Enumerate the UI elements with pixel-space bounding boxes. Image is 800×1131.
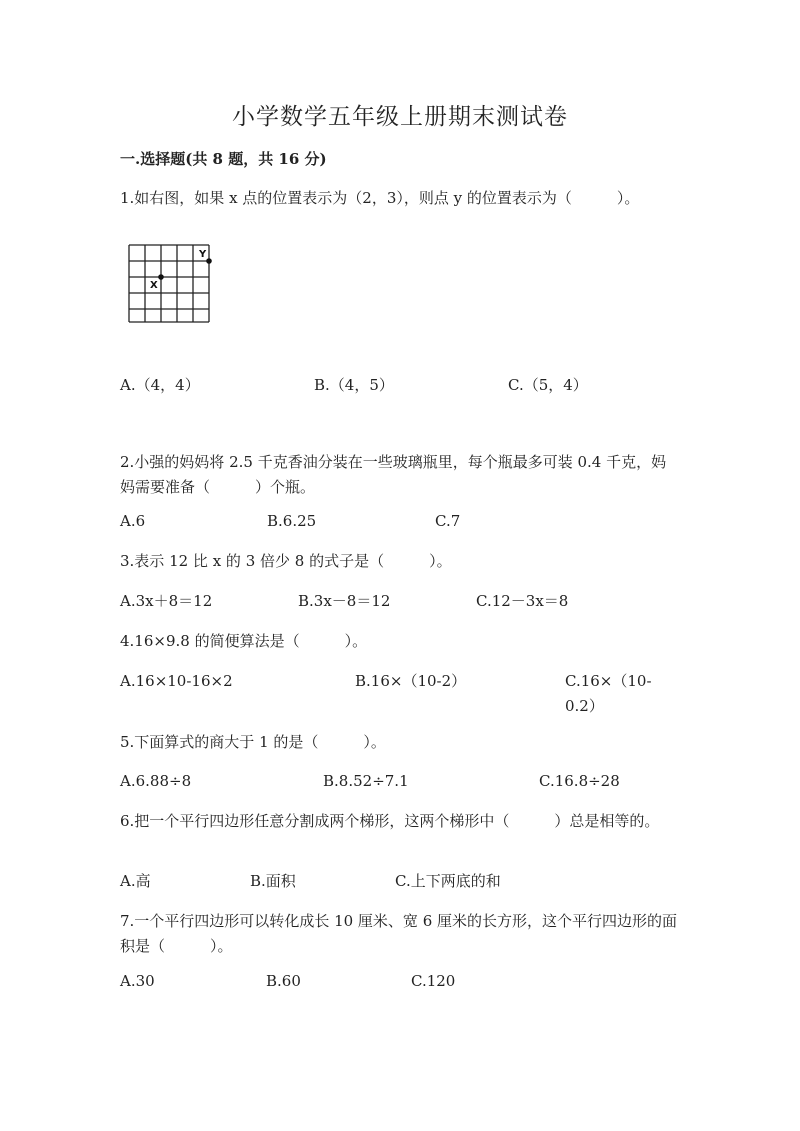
point-y xyxy=(206,258,212,264)
question-2-options xyxy=(120,509,680,534)
option-b[interactable]: B.6.25 xyxy=(267,512,317,530)
question-5-text: 5.下面算式的商大于 1 的是（ ）。 xyxy=(120,733,386,751)
point-y-label: Y xyxy=(199,249,207,260)
question-4-text: 4.16×9.8 的简便算法是（ ）。 xyxy=(120,632,368,650)
option-c[interactable]: C.120 xyxy=(411,972,456,990)
point-x xyxy=(158,274,164,280)
option-c[interactable]: C.（5，4） xyxy=(508,376,588,394)
option-b[interactable]: B.60 xyxy=(266,972,301,990)
option-a[interactable]: A.（4，4） xyxy=(120,376,200,394)
question-1-options xyxy=(120,373,680,398)
option-a[interactable]: A.3x＋8＝12 xyxy=(120,592,213,610)
question-1-text: 1.如右图，如果 x 点的位置表示为（2，3），则点 y 的位置表示为（ ）。 xyxy=(120,189,640,207)
coordinate-grid-figure xyxy=(124,240,216,330)
question-3-options xyxy=(120,589,680,614)
question-2-text: 2.小强的妈妈将 2.5 千克香油分装在一些玻璃瓶里，每个瓶最多可装 0.4 千克，妈妈需要准备（ ）个瓶。 xyxy=(120,453,667,496)
question-6-text: 6.把一个平行四边形任意分割成两个梯形，这两个梯形中（ ）总是相等的。 xyxy=(120,812,660,830)
option-a[interactable]: A.6.88÷8 xyxy=(120,772,192,790)
question-5-options xyxy=(120,769,680,794)
option-a[interactable]: A.高 xyxy=(120,872,151,890)
point-x-label: X xyxy=(150,280,158,291)
grid-lines xyxy=(129,245,209,322)
option-c[interactable]: C.16.8÷28 xyxy=(539,772,620,790)
option-b[interactable]: B.面积 xyxy=(250,872,296,890)
question-6-options xyxy=(120,869,680,894)
question-7-text: 7.一个平行四边形可以转化成长 10 厘米、宽 6 厘米的长方形，这个平行四边形的面积是（ ）。 xyxy=(120,912,678,955)
option-a[interactable]: A.16×10-16×2 xyxy=(120,672,233,690)
option-b[interactable]: B.3x－8＝12 xyxy=(298,592,391,610)
option-a[interactable]: A.6 xyxy=(120,512,146,530)
option-c[interactable]: C.12－3x＝8 xyxy=(476,592,569,610)
option-b[interactable]: B.（4，5） xyxy=(314,376,394,394)
question-3-text: 3.表示 12 比 x 的 3 倍少 8 的式子是（ ）。 xyxy=(120,552,452,570)
option-b[interactable]: B.8.52÷7.1 xyxy=(323,772,409,790)
option-c[interactable]: C.16×（10-0.2） xyxy=(565,672,652,715)
question-7-options xyxy=(120,969,680,994)
section-heading: 一.选择题(共 8 题，共 16 分) xyxy=(120,150,327,168)
option-c[interactable]: C.7 xyxy=(435,512,461,530)
question-4-options xyxy=(120,669,680,715)
option-b[interactable]: B.16×（10-2） xyxy=(355,672,467,690)
page-title: 小学数学五年级上册期末测试卷 xyxy=(232,104,568,130)
option-c[interactable]: C.上下两底的和 xyxy=(395,872,501,890)
option-a[interactable]: A.30 xyxy=(120,972,155,990)
